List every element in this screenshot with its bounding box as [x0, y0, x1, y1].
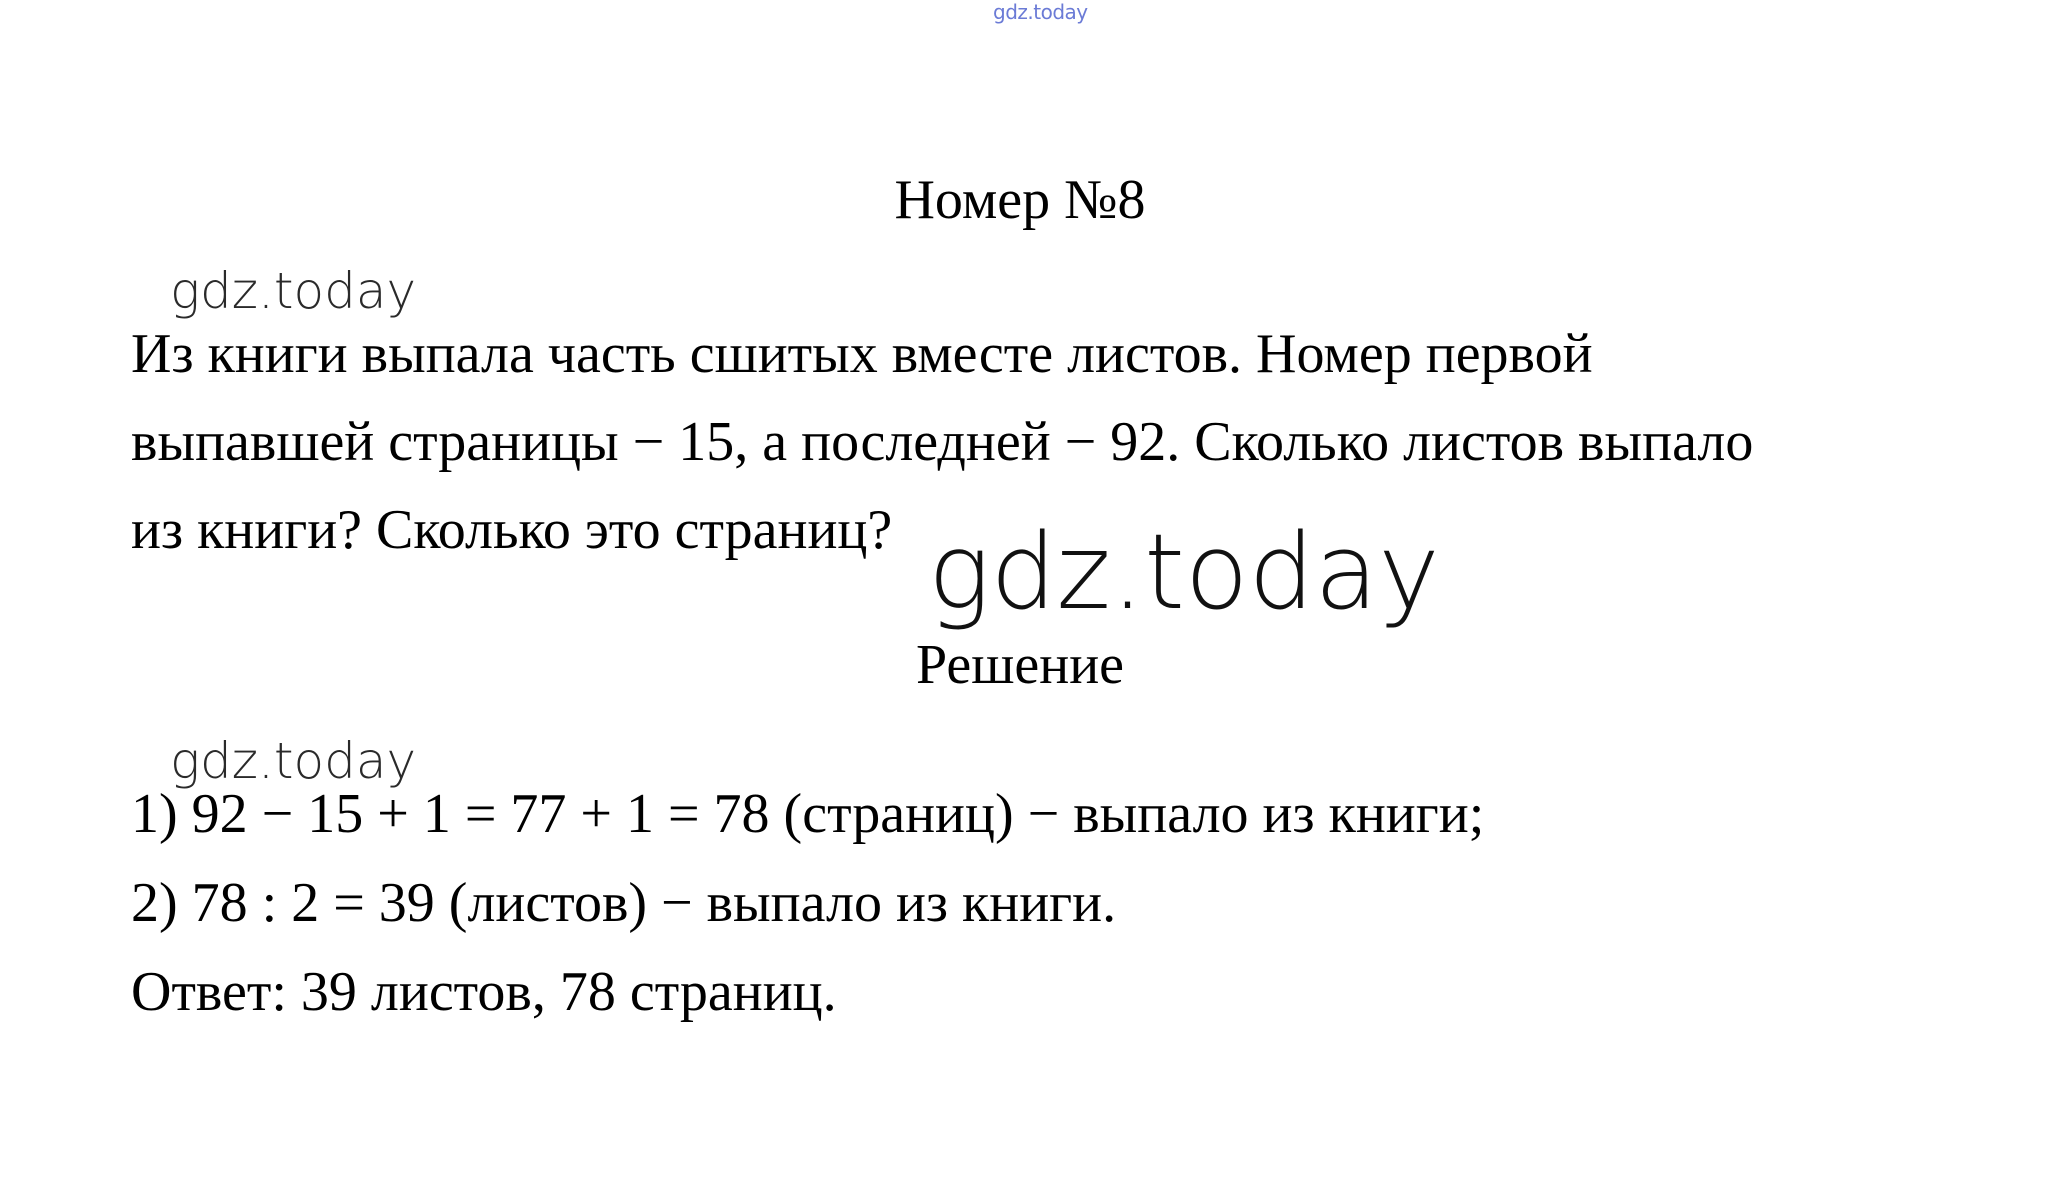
answer-line: Ответ: 39 листов, 78 страниц.	[131, 961, 837, 1023]
problem-line: выпавшей страницы − 15, а последней − 92. Сколько листов выпало	[131, 411, 1754, 473]
solution-step: 1) 92 − 15 + 1 = 77 + 1 = 78 (страниц) − выпало из книги;	[131, 783, 1485, 845]
solution-step: 2) 78 : 2 = 39 (листов) − выпало из книги.	[131, 872, 1117, 934]
watermark-lower-left: gdz.today	[170, 732, 417, 790]
watermark-top: gdz.today	[993, 0, 1088, 24]
watermark-center: gdz.today	[928, 511, 1440, 633]
watermark-upper-left: gdz.today	[170, 262, 417, 320]
problem-line: Из книги выпала часть сшитых вместе листов. Номер первой	[131, 323, 1593, 385]
problem-line: из книги? Сколько это страниц?	[131, 499, 893, 561]
solution-heading: Решение	[915, 634, 1125, 696]
page-title: Номер №8	[894, 169, 1146, 231]
solution-body	[131, 770, 2011, 1037]
